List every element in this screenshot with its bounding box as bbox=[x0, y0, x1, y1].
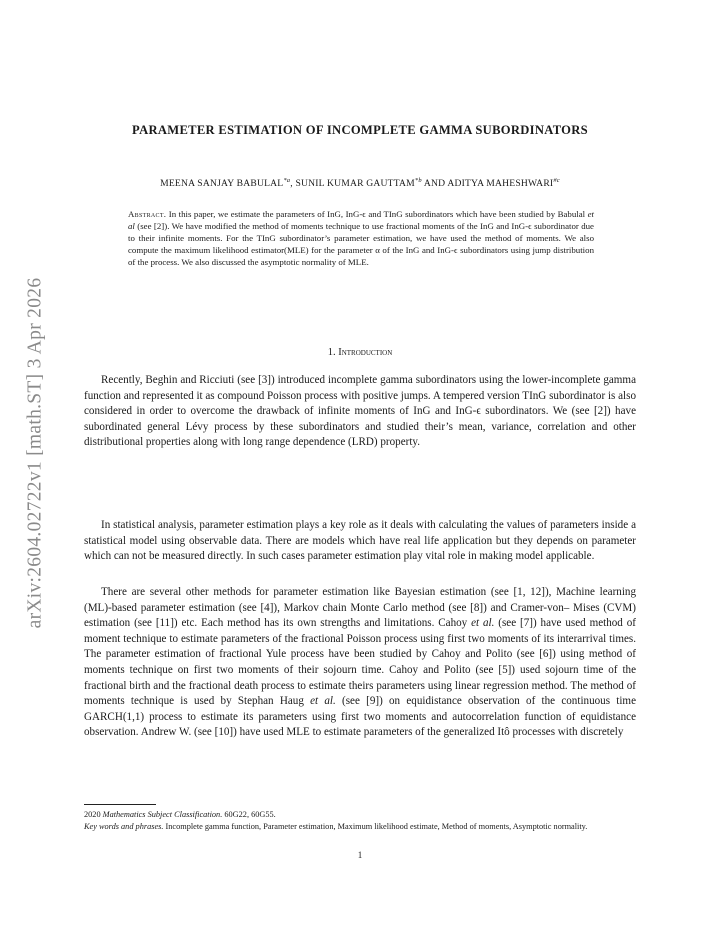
footnote-divider bbox=[84, 804, 156, 805]
section-number: 1. bbox=[327, 347, 339, 358]
abstract bbox=[128, 209, 594, 269]
footnotes bbox=[84, 809, 636, 833]
arxiv-identifier-text: arXiv:2604.02722v1 [math.ST] 3 Apr 2026 bbox=[24, 277, 46, 629]
paragraph-etal: et al. bbox=[310, 695, 336, 708]
author-separator-1: , bbox=[290, 178, 296, 190]
msc-footnote bbox=[84, 809, 636, 821]
keywords-footnote bbox=[84, 821, 636, 833]
keywords-label: Key words and phrases. bbox=[84, 822, 164, 831]
paragraph-etal: et al. bbox=[471, 617, 495, 630]
paragraph-text: Recently, Beghin and Ricciuti (see [3]) introduced incomplete gamma subordinators using the lower-incomplete gamma function and represented it as compound Poisson process with positive jumps. A tempered version TInG subordinator is also considered in order to overcome the drawback of infinite moments of InG and InG-ϵ subordinators. We (see [2]) have subordinated general Lévy process by these subordinators and studied their’s mean, variance, correlation and other distributional properties along with long range dependence (LRD) property. bbox=[84, 374, 636, 449]
section-heading bbox=[84, 347, 636, 358]
paragraph-segment: (see [9]) on equidistance observation of the continuous time GARCH(1,1) process to estimate its parameters using first two moments and autocorrelation function of equidistance observation. Andrew W. (see [10]) have used MLE to estimate parameters of the generalized Itô processes with discretely bbox=[84, 695, 636, 739]
arxiv-identifier-stamp bbox=[21, 258, 49, 648]
body-paragraph-2 bbox=[84, 518, 636, 565]
keywords-text: Incomplete gamma function, Parameter estimation, Maximum likelihood estimate, Method of moments, Asymptotic normality. bbox=[163, 822, 588, 831]
abstract-etal: et al bbox=[128, 209, 594, 231]
page-number: 1 bbox=[357, 850, 363, 860]
paragraph-segment: (see [7]) have used method of moment technique to estimate parameters of the fractional Poisson process using first two moments of its interarrival times. The parameter estimation of fractional Yule process have been studied by Cahoy and Polito (see [6]) using method of moments technique on first two moments of their sojourn time. Cahoy and Polito (see [5]) used sojourn time of the fractional birth and the fractional death process to estimate theirs parameters using linear regression method. The method of moments technique is used by Stephan Haug bbox=[84, 617, 636, 708]
abstract-text-b: (see [2]). We have modified the method of moments technique to use fractional moments of the InG and InG-ϵ subordinator due to their infinite moments. For the TInG subordinator’s parameter estimation, we have used the method of moments. We also compute the maximum likelihood estimator(MLE) for the parameter α of the InG and InG-ϵ subordinators using jump distribution of the process. We also discussed the asymptotic normality of MLE. bbox=[128, 220, 594, 267]
abstract-paragraph bbox=[128, 209, 594, 269]
author-name-2: SUNIL KUMAR GAUTTAM bbox=[295, 178, 415, 190]
paper-title: PARAMETER ESTIMATION OF INCOMPLETE GAMMA SUBORDINATORS bbox=[132, 123, 588, 137]
abstract-text-a: In this paper, we estimate the parameters of InG, InG-ϵ and TInG subordinators which have been studied by Babulal bbox=[166, 209, 588, 219]
body-paragraph-1 bbox=[84, 373, 636, 451]
author-mark-3: #c bbox=[553, 177, 560, 184]
msc-year: 2020 bbox=[84, 810, 103, 819]
msc-label: Mathematics Subject Classification. bbox=[102, 810, 223, 819]
abstract-label: Abstract. bbox=[128, 209, 167, 219]
author-list bbox=[84, 177, 636, 189]
paragraph-text bbox=[84, 585, 636, 741]
msc-codes: 60G22, 60G55. bbox=[222, 810, 276, 819]
author-mark-1: *a bbox=[283, 177, 291, 184]
author-name-3: ADITYA MAHESHWARI bbox=[447, 178, 554, 190]
paragraph-text: In statistical analysis, parameter estimation plays a key role as it deals with calculating the values of parameters inside a statistical model using observable data. There are models which have real life application but they depends on parameter which can not be measured directly. In such cases parameter estimation play vital role in making model applicable. bbox=[84, 519, 636, 563]
paragraph-segment: There are several other methods for parameter estimation like Bayesian estimation (see [1, 12]), Machine learning (ML)-based parameter estimation (see [4]), Markov chain Monte Carlo method (see [8]) and Cramer-von– Mises (CVM) estimation (see [11]) etc. Each method has its own strengths and limitations. Cahoy bbox=[84, 586, 636, 630]
author-mark-2: *b bbox=[414, 177, 422, 184]
section-title-text: Introduction bbox=[338, 347, 393, 358]
author-separator-2: AND bbox=[421, 178, 448, 190]
body-paragraph-3 bbox=[84, 585, 636, 741]
author-name-1: MEENA SANJAY BABULAL bbox=[160, 178, 284, 190]
